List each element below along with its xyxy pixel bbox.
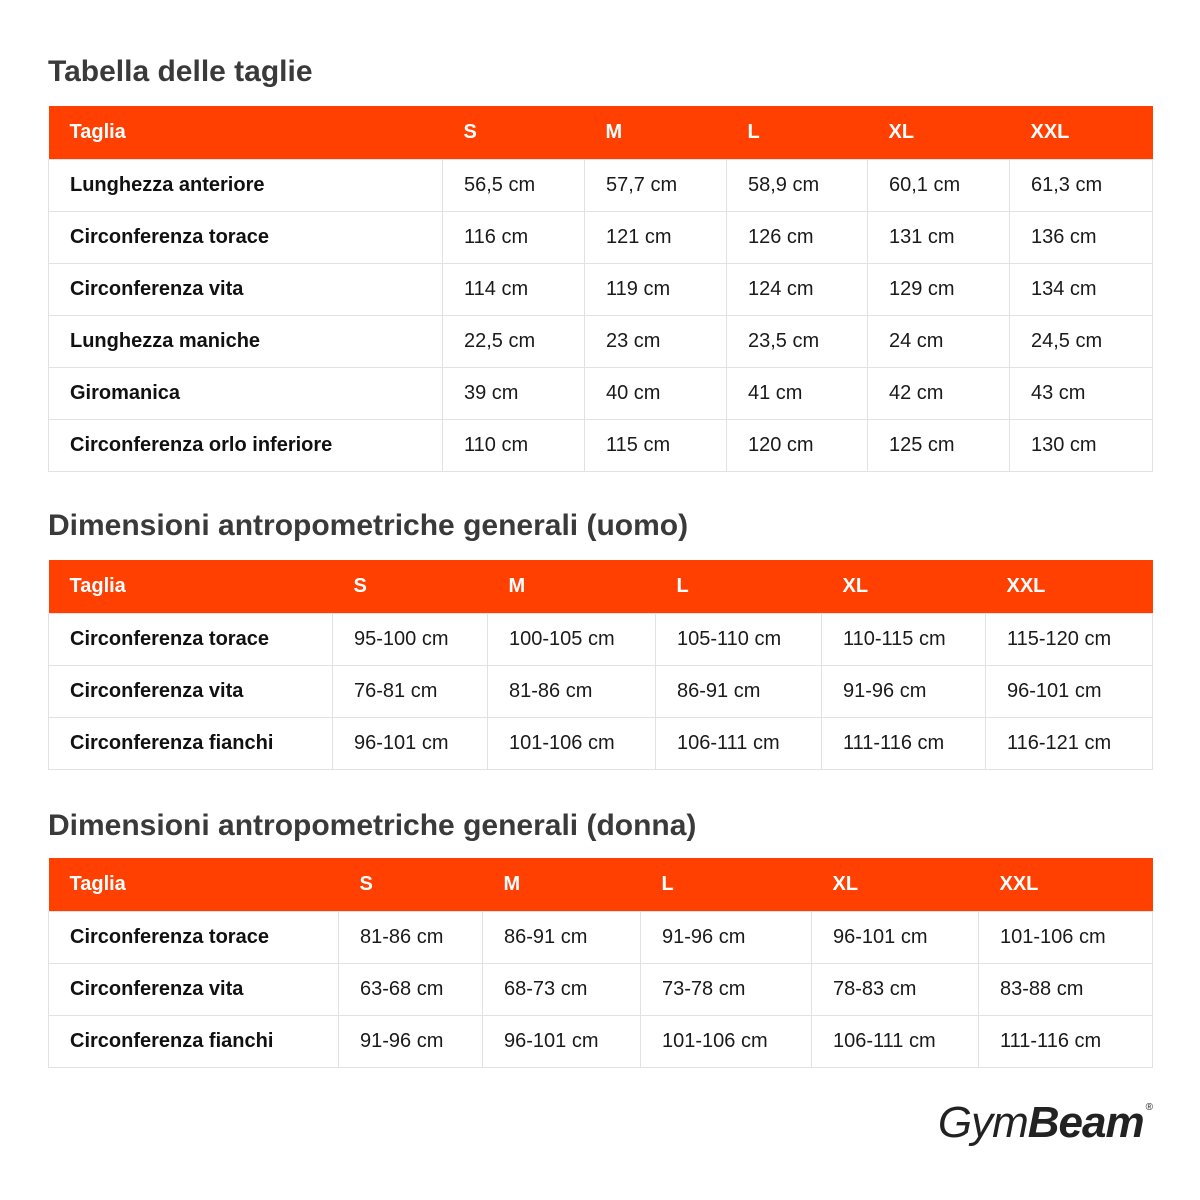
table-cell: 86-91 cm	[656, 666, 822, 718]
header-cell: XL	[812, 858, 979, 912]
header-cell: M	[488, 560, 656, 614]
table-cell: 110-115 cm	[822, 614, 986, 666]
section-title-size-table: Tabella delle taglie	[48, 55, 313, 88]
header-cell: Taglia	[49, 106, 443, 160]
header-cell: M	[585, 106, 727, 160]
table-cell: 105-110 cm	[656, 614, 822, 666]
header-cell: Taglia	[49, 560, 333, 614]
table-row	[49, 912, 1153, 964]
row-label: Circonferenza vita	[49, 964, 339, 1016]
section-title-women: Dimensioni antropometriche generali (donna)	[48, 809, 697, 842]
table-cell: 56,5 cm	[443, 160, 585, 212]
table-cell: 24,5 cm	[1010, 316, 1153, 368]
table-cell: 131 cm	[868, 212, 1010, 264]
table-cell: 68-73 cm	[483, 964, 641, 1016]
table-header-row	[49, 106, 1153, 160]
women-measurements-table	[48, 858, 1153, 1068]
table-cell: 83-88 cm	[979, 964, 1153, 1016]
header-cell: S	[339, 858, 483, 912]
table-row	[49, 666, 1153, 718]
table-row	[49, 964, 1153, 1016]
table-cell: 81-86 cm	[339, 912, 483, 964]
table-cell: 106-111 cm	[656, 718, 822, 770]
table-cell: 134 cm	[1010, 264, 1153, 316]
table-cell: 124 cm	[727, 264, 868, 316]
table-cell: 81-86 cm	[488, 666, 656, 718]
table-cell: 91-96 cm	[641, 912, 812, 964]
table-cell: 101-106 cm	[488, 718, 656, 770]
header-cell: S	[333, 560, 488, 614]
table-cell: 126 cm	[727, 212, 868, 264]
table-cell: 42 cm	[868, 368, 1010, 420]
table-cell: 91-96 cm	[339, 1016, 483, 1068]
table-cell: 63-68 cm	[339, 964, 483, 1016]
table-row	[49, 1016, 1153, 1068]
table-cell: 23 cm	[585, 316, 727, 368]
table-cell: 86-91 cm	[483, 912, 641, 964]
table-row	[49, 420, 1153, 472]
table-cell: 115 cm	[585, 420, 727, 472]
table-cell: 61,3 cm	[1010, 160, 1153, 212]
table-cell: 60,1 cm	[868, 160, 1010, 212]
row-label: Lunghezza maniche	[49, 316, 443, 368]
table-cell: 96-101 cm	[333, 718, 488, 770]
header-cell: S	[443, 106, 585, 160]
table-cell: 116 cm	[443, 212, 585, 264]
table-cell: 73-78 cm	[641, 964, 812, 1016]
row-label: Circonferenza torace	[49, 614, 333, 666]
table-cell: 22,5 cm	[443, 316, 585, 368]
table-cell: 119 cm	[585, 264, 727, 316]
table-cell: 121 cm	[585, 212, 727, 264]
header-cell: L	[727, 106, 868, 160]
table-header-row	[49, 560, 1153, 614]
header-cell: L	[656, 560, 822, 614]
header-cell: M	[483, 858, 641, 912]
table-cell: 76-81 cm	[333, 666, 488, 718]
logo-part-gym: Gym	[937, 1098, 1028, 1147]
section-title-men: Dimensioni antropometriche generali (uomo)	[48, 509, 689, 542]
header-cell: Taglia	[49, 858, 339, 912]
table-cell: 111-116 cm	[979, 1016, 1153, 1068]
table-cell: 120 cm	[727, 420, 868, 472]
header-cell: L	[641, 858, 812, 912]
table-row	[49, 264, 1153, 316]
header-cell: XL	[868, 106, 1010, 160]
row-label: Circonferenza torace	[49, 212, 443, 264]
row-label: Circonferenza fianchi	[49, 718, 333, 770]
logo-part-beam: Beam	[1027, 1098, 1144, 1147]
table-cell: 41 cm	[727, 368, 868, 420]
table-cell: 101-106 cm	[641, 1016, 812, 1068]
table-cell: 39 cm	[443, 368, 585, 420]
table-cell: 23,5 cm	[727, 316, 868, 368]
table-cell: 111-116 cm	[822, 718, 986, 770]
row-label: Lunghezza anteriore	[49, 160, 443, 212]
table-cell: 78-83 cm	[812, 964, 979, 1016]
table-cell: 130 cm	[1010, 420, 1153, 472]
table-cell: 96-101 cm	[986, 666, 1153, 718]
row-label: Circonferenza vita	[49, 666, 333, 718]
table-cell: 116-121 cm	[986, 718, 1153, 770]
row-label: Circonferenza fianchi	[49, 1016, 339, 1068]
row-label: Circonferenza torace	[49, 912, 339, 964]
table-cell: 43 cm	[1010, 368, 1153, 420]
row-label: Giromanica	[49, 368, 443, 420]
table-row	[49, 368, 1153, 420]
table-cell: 95-100 cm	[333, 614, 488, 666]
table-cell: 100-105 cm	[488, 614, 656, 666]
table-cell: 114 cm	[443, 264, 585, 316]
table-cell: 129 cm	[868, 264, 1010, 316]
table-cell: 40 cm	[585, 368, 727, 420]
table-cell: 101-106 cm	[979, 912, 1153, 964]
table-row	[49, 316, 1153, 368]
table-cell: 110 cm	[443, 420, 585, 472]
registered-mark: ®	[1145, 1102, 1152, 1113]
table-cell: 24 cm	[868, 316, 1010, 368]
header-cell: XXL	[986, 560, 1153, 614]
table-cell: 96-101 cm	[812, 912, 979, 964]
table-header-row	[49, 858, 1153, 912]
table-row	[49, 160, 1153, 212]
table-cell: 57,7 cm	[585, 160, 727, 212]
table-cell: 58,9 cm	[727, 160, 868, 212]
table-cell: 136 cm	[1010, 212, 1153, 264]
size-table	[48, 106, 1153, 472]
header-cell: XL	[822, 560, 986, 614]
table-cell: 96-101 cm	[483, 1016, 641, 1068]
men-measurements-table	[48, 560, 1153, 770]
table-row	[49, 718, 1153, 770]
header-cell: XXL	[979, 858, 1153, 912]
table-cell: 106-111 cm	[812, 1016, 979, 1068]
table-row	[49, 212, 1153, 264]
table-cell: 115-120 cm	[986, 614, 1153, 666]
gymbeam-logo	[938, 1098, 1152, 1148]
table-cell: 91-96 cm	[822, 666, 986, 718]
header-cell: XXL	[1010, 106, 1153, 160]
row-label: Circonferenza vita	[49, 264, 443, 316]
table-cell: 125 cm	[868, 420, 1010, 472]
table-row	[49, 614, 1153, 666]
row-label: Circonferenza orlo inferiore	[49, 420, 443, 472]
